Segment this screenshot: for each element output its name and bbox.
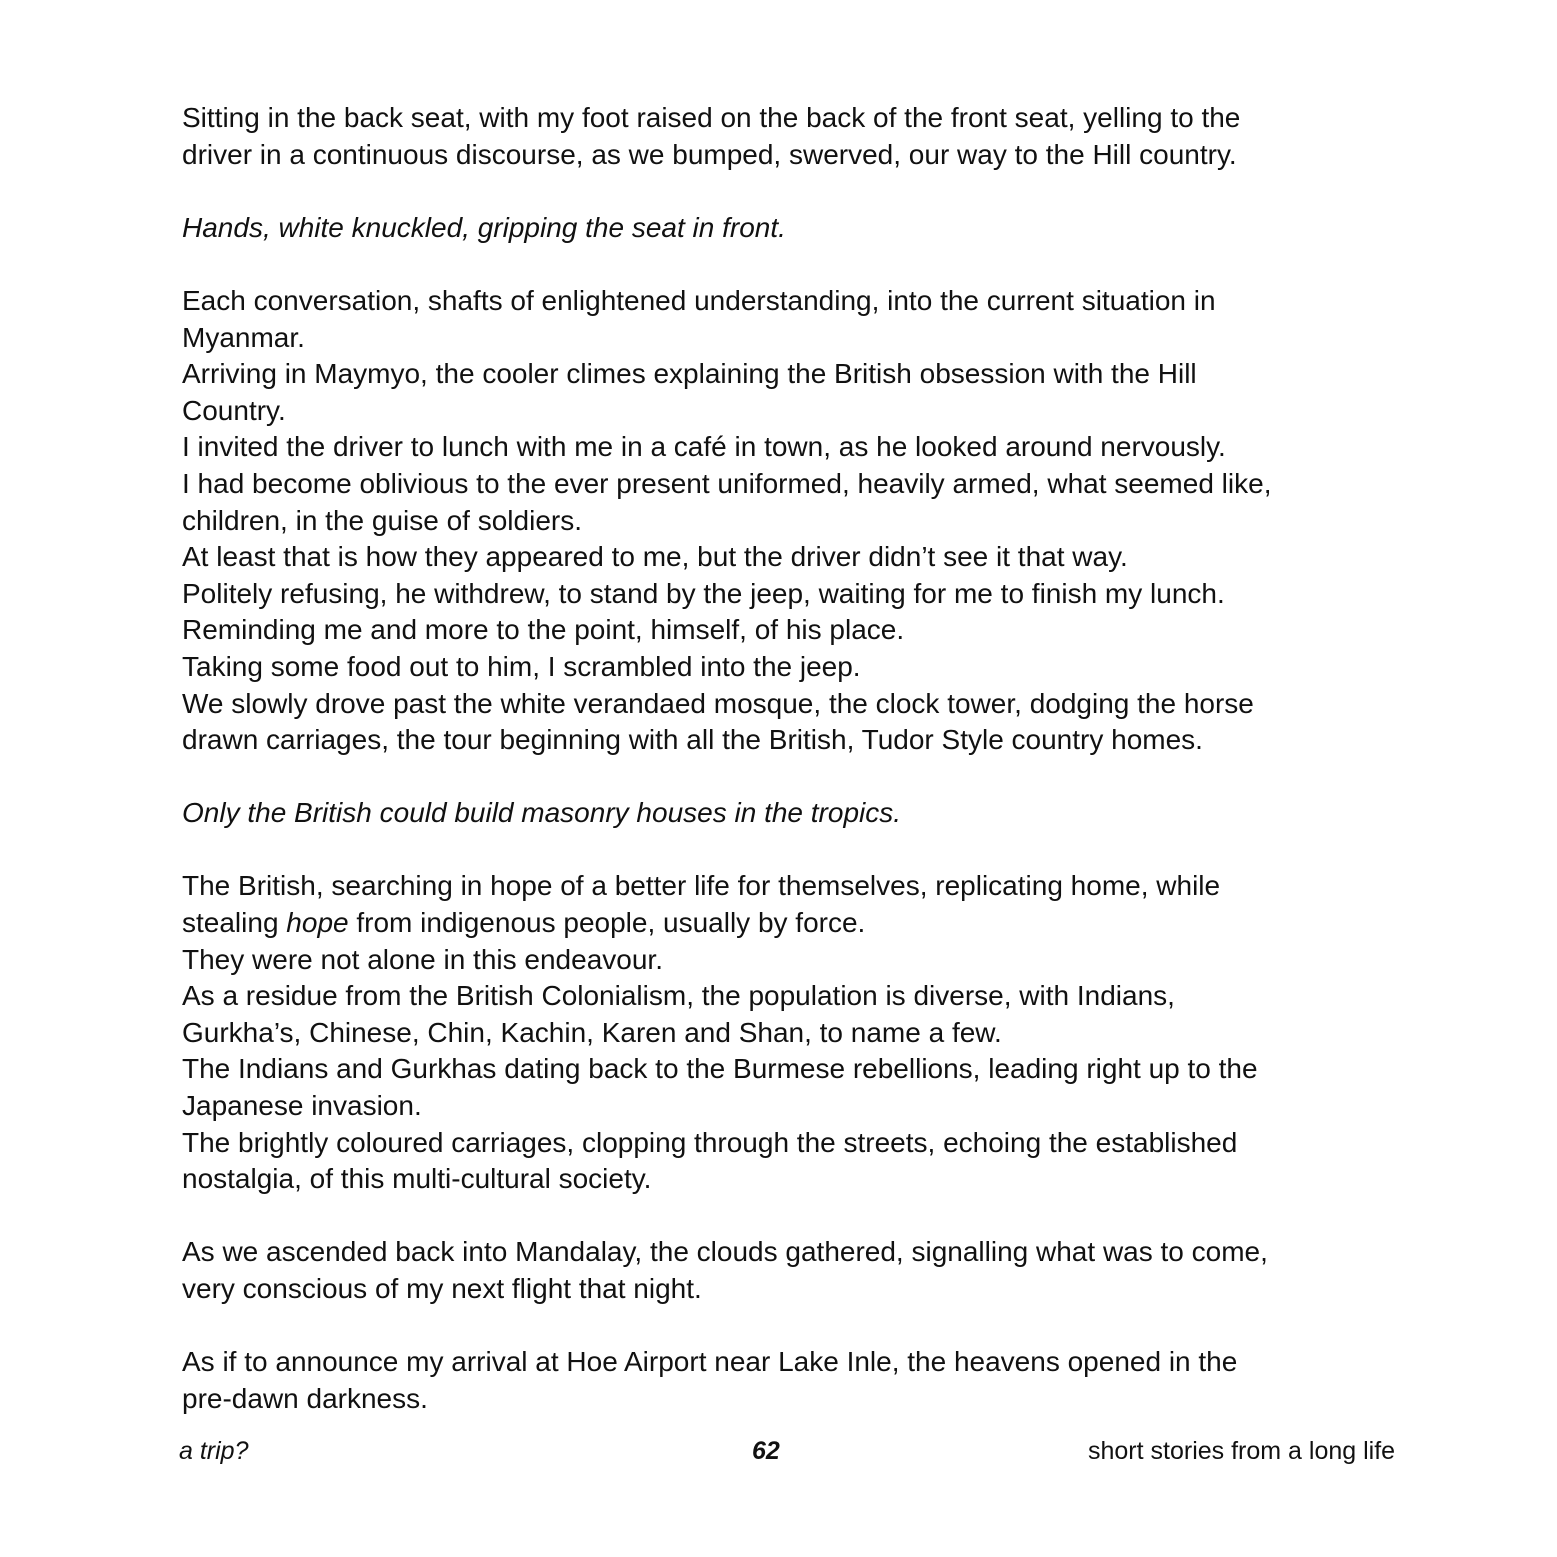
text-line: pre-dawn darkness. (182, 1382, 428, 1414)
text-line: Sitting in the back seat, with my foot raised on the back of the front seat, yelling to the (182, 102, 1241, 133)
text-line: Gurkha’s, Chinese, Chin, Kachin, Karen and Shan, to name a few. (182, 1016, 1002, 1048)
text-line: drawn carriages, the tour beginning with all the British, Tudor Style country homes. (182, 724, 1203, 756)
paragraph-gap (182, 1308, 1382, 1345)
body-text (182, 100, 1382, 1417)
text-line: I invited the driver to lunch with me in a café in town, as he looked around nervously. (182, 431, 1226, 463)
text-line: As we ascended back into Mandalay, the clouds gathered, signalling what was to come, (182, 1236, 1268, 1268)
footer-book-title: short stories from a long life (1088, 1437, 1396, 1465)
text-line: Politely refusing, he withdrew, to stand by the jeep, waiting for me to finish my lunch. (182, 577, 1225, 609)
text-line: The British, searching in hope of a better life for themselves, replicating home, while (182, 870, 1221, 902)
text-line: very conscious of my next flight that night. (182, 1273, 702, 1304)
footer-chapter-title: a trip? (179, 1437, 249, 1465)
text-line: The Indians and Gurkhas dating back to the Burmese rebellions, leading right up to the (182, 1053, 1258, 1085)
paragraph-gap (182, 759, 1382, 796)
paragraph-gap (182, 246, 1382, 283)
text-line: I had become oblivious to the ever present uniformed, heavily armed, what seemed like, (182, 467, 1272, 499)
text-span: from indigenous people, usually by force. (348, 907, 866, 939)
text-line: driver in a continuous discourse, as we bumped, swerved, our way to the Hill country. (182, 138, 1237, 170)
text-line: As a residue from the British Colonialism, the population is diverse, with Indians, (182, 980, 1175, 1012)
text-line: We slowly drove past the white verandaed mosque, the clock tower, dodging the horse (182, 687, 1254, 719)
paragraph-gap (182, 173, 1382, 210)
italic-interlude: Hands, white knuckled, gripping the seat in front. (182, 211, 786, 243)
paragraph-gap (182, 832, 1382, 869)
footer-page-number: 62 (752, 1437, 780, 1465)
text-line: Country. (182, 394, 286, 426)
text-line-mixed (182, 905, 1382, 942)
text-line: Taking some food out to him, I scrambled into the jeep. (182, 650, 861, 682)
italic-word: hope (286, 907, 349, 939)
text-line: Each conversation, shafts of enlightened understanding, into the current situation in (182, 284, 1216, 316)
text-line: Myanmar. (182, 321, 305, 353)
text-line: Arriving in Maymyo, the cooler climes explaining the British obsession with the Hill (182, 358, 1197, 390)
text-line: Japanese invasion. (182, 1090, 422, 1122)
text-line: They were not alone in this endeavour. (182, 943, 663, 975)
text-line: At least that is how they appeared to me, but the driver didn’t see it that way. (182, 541, 1128, 573)
text-line: The brightly coloured carriages, clopping through the streets, echoing the established (182, 1126, 1238, 1158)
text-span: stealing (182, 907, 287, 939)
italic-interlude: Only the British could build masonry houses in the tropics. (182, 797, 902, 829)
text-line: nostalgia, of this multi-cultural society. (182, 1163, 652, 1195)
paragraph-gap (182, 1198, 1382, 1235)
text-line: As if to announce my arrival at Hoe Airport near Lake Inle, the heavens opened in the (182, 1346, 1238, 1378)
text-line: children, in the guise of soldiers. (182, 504, 582, 536)
text-line: Reminding me and more to the point, himself, of his place. (182, 614, 905, 646)
